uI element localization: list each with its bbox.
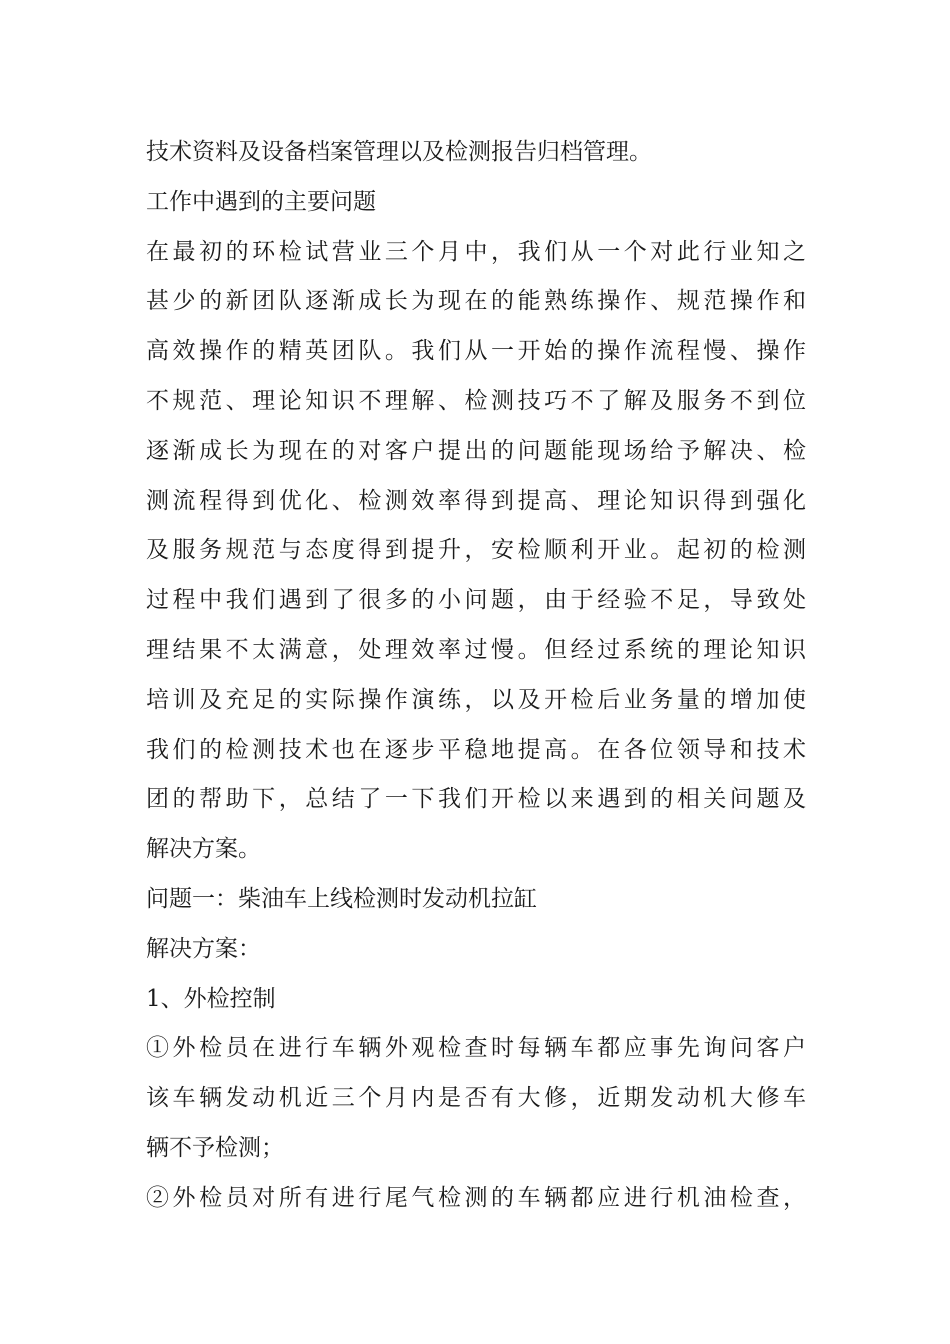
text-line: 及服务规范与态度得到提升，安检顺利开业。起初的检测	[146, 537, 806, 564]
text-line: 逐渐成长为现在的对客户提出的问题能现场给予解决、检	[146, 437, 806, 464]
text-line: 在最初的环检试营业三个月中，我们从一个对此行业知之	[146, 238, 806, 265]
text-line: 培训及充足的实际操作演练，以及开检后业务量的增加使	[146, 686, 806, 713]
text-line: 该车辆发动机近三个月内是否有大修，近期发动机大修车	[146, 1085, 806, 1112]
subsection-heading: 1、外检控制	[146, 985, 276, 1012]
text-line: 解决方案。	[146, 836, 261, 863]
text-line: ②外检员对所有进行尾气检测的车辆都应进行机油检查，	[146, 1184, 806, 1211]
text-line: 测流程得到优化、检测效率得到提高、理论知识得到强化	[146, 487, 806, 514]
text-line: 辆不予检测；	[146, 1134, 284, 1161]
text-line: 不规范、理论知识不理解、检测技巧不了解及服务不到位	[146, 387, 806, 414]
problem-heading: 问题一：柴油车上线检测时发动机拉缸	[146, 885, 537, 912]
document-page	[146, 128, 806, 1224]
text-line: 技术资料及设备档案管理以及检测报告归档管理。	[146, 139, 652, 165]
text-line: 高效操作的精英团队。我们从一开始的操作流程慢、操作	[146, 338, 806, 365]
section-heading: 工作中遇到的主要问题	[146, 188, 376, 215]
text-line: 过程中我们遇到了很多的小问题，由于经验不足，导致处	[146, 587, 806, 614]
text-line: 甚少的新团队逐渐成长为现在的能熟练操作、规范操作和	[146, 288, 806, 315]
text-line: 我们的检测技术也在逐步平稳地提高。在各位领导和技术	[146, 736, 806, 763]
text-line: ①外检员在进行车辆外观检查时每辆车都应事先询问客户	[146, 1035, 806, 1062]
text-line: 团的帮助下，总结了一下我们开检以来遇到的相关问题及	[146, 786, 806, 813]
solution-heading: 解决方案：	[146, 935, 261, 962]
text-line: 理结果不太满意，处理效率过慢。但经过系统的理论知识	[146, 636, 806, 663]
